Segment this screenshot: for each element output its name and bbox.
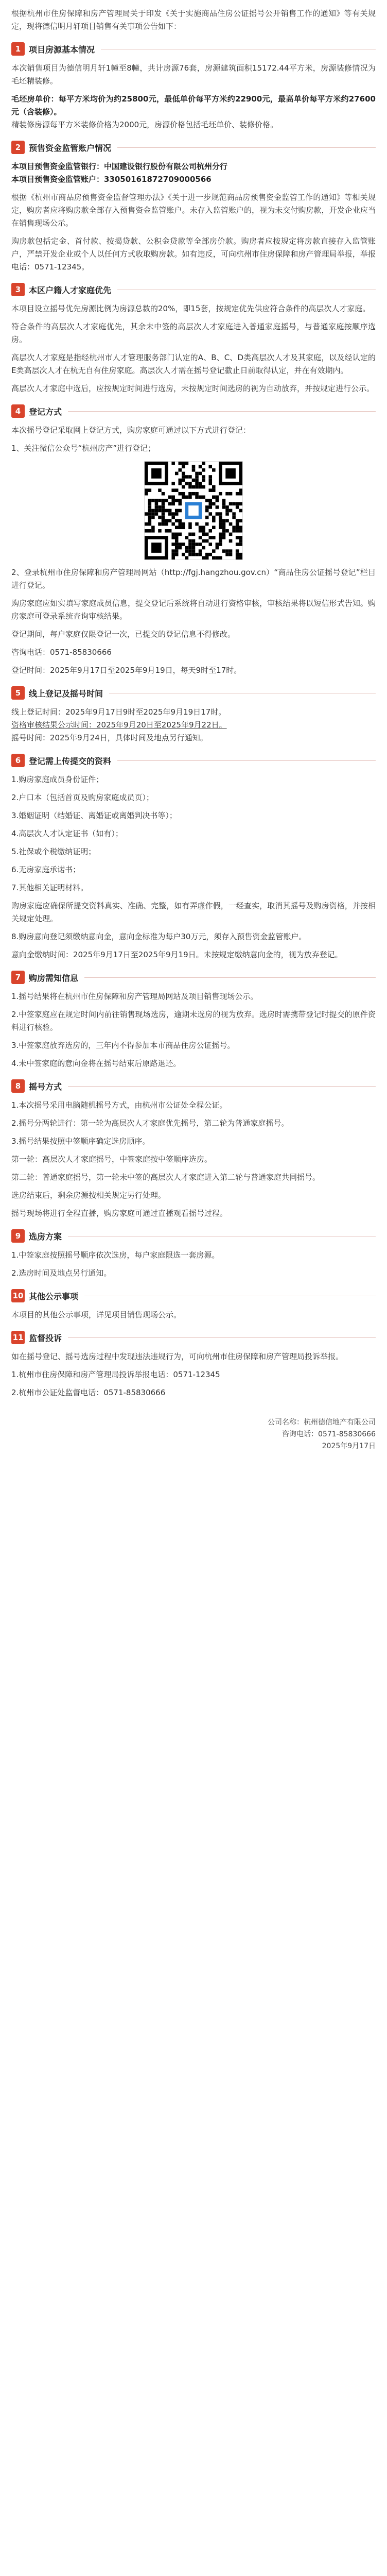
paragraph: 第一轮：高层次人才家庭摇号，中签家庭按中签顺序选房。 — [11, 1155, 213, 1164]
section-title: 监督投诉 — [29, 1333, 62, 1343]
divider — [68, 1086, 376, 1087]
section-2-header — [11, 141, 376, 154]
paragraph: 登记期间，每户家庭仅限登记一次，已提交的登记信息不得修改。 — [11, 630, 236, 639]
paragraph: 如在摇号登记、摇号选房过程中发现违法违规行为，可向杭州市住房保障和房产管理局投诉举报。 — [11, 1352, 344, 1361]
section-title: 购房需知信息 — [29, 973, 79, 983]
paragraph: 1.杭州市住房保障和房产管理局投诉举报电话：0571-12345 — [11, 1370, 220, 1379]
paragraph: 登记时间：2025年9月17日至2025年9月19日，每天9时至17时。 — [11, 666, 242, 675]
section-4-header — [11, 404, 376, 418]
section-title: 本区户籍人才家庭优先 — [29, 285, 112, 295]
paragraph: 购房家庭应如实填写家庭成员信息，提交登记后系统将自动进行资格审核，审核结果将以短信形式告知。购房家庭可登录系统查询审核结果。 — [11, 599, 376, 621]
section-number: 3 — [11, 283, 25, 296]
paragraph: 5.社保或个税缴纳证明； — [11, 847, 96, 856]
paragraph: 3.摇号结果按照中签顺序确定选房顺序。 — [11, 1137, 150, 1146]
section-3-header — [11, 283, 376, 296]
bank-account: 本项目预售资金监管账户：33050161872709000566 — [11, 175, 212, 184]
section-1-header — [11, 42, 376, 56]
bank-name: 本项目预售资金监管银行：中国建设银行股份有限公司杭州分行 — [11, 162, 228, 171]
section-number: 11 — [11, 1331, 25, 1344]
paragraph: 精装修房源每平方米装修价格为2000元，房源价格包括毛坯单价、装修价格。 — [11, 120, 278, 129]
paragraph: 1.本次摇号采用电脑随机摇号方式，由杭州市公证处全程公证。 — [11, 1100, 227, 1110]
section-title: 其他公示事项 — [29, 1291, 79, 1301]
section-title: 摇号方式 — [29, 1081, 62, 1092]
paragraph: 根据《杭州市商品房预售资金监督管理办法》《关于进一步规范商品房预售资金监管工作的通知》等相关规定，购房者应将购房款全部存入预售资金监管账户。未存入监管账户的，视为未交付购房款，开发企业应当在销售现场公示。 — [11, 193, 376, 228]
paragraph: 2.户口本（包括首页及购房家庭成员页）； — [11, 793, 154, 802]
section-number: 6 — [11, 754, 25, 767]
footer — [11, 1417, 376, 1452]
paragraph: 本项目的其他公示事项，详见项目销售现场公示。 — [11, 1310, 182, 1319]
paragraph: 线上登记时间：2025年9月17日9时至2025年9月19日17时。 — [11, 707, 226, 717]
qr-code-container — [11, 461, 376, 560]
paragraph: 本项目设立摇号优先房源比例为房源总数的20%，即15套，按规定优先供应符合条件的高层次人才家庭。 — [11, 304, 371, 313]
paragraph: 购房款包括定金、首付款、按揭贷款、公积金贷款等全部房价款。购房者应按规定将房款直接存入监管账户，严禁开发企业或个人以任何方式收取购房款。如有违反，可向杭州市住房保障和房产管理局举报，举报电话：0571-12345。 — [11, 236, 376, 272]
intro-paragraph: 根据杭州市住房保障和房产管理局关于印发《关于实施商品住房公证摇号公开销售工作的通知》等有关规定，现将德信明月轩项目销售有关事项公告如下： — [11, 9, 376, 31]
section-title: 线上登记及摇号时间 — [29, 688, 103, 699]
paragraph: 1.中签家庭按照摇号顺序依次选房，每户家庭限选一套房源。 — [11, 1250, 220, 1260]
paragraph: 4.高层次人才认定证书（如有）； — [11, 829, 123, 838]
paragraph: 2、登录杭州市住房保障和房产管理局网站（http://fgj.hangzhou.gov.cn）“商品住房公证摇号登记”栏目进行登记。 — [11, 568, 376, 590]
paragraph: 高层次人才家庭中选后，应按规定时间进行选房，未按规定时间选房的视为自动放弃，并按规定进行公示。 — [11, 384, 375, 393]
paragraph: 1、关注微信公众号“杭州房产”进行登记； — [11, 444, 156, 453]
paragraph: 符合条件的高层次人才家庭优先，其余未中签的高层次人才家庭进入普通家庭摇号，与普通家庭按顺序选房。 — [11, 322, 376, 344]
footer-phone: 咨询电话：0571-85830666 — [282, 1430, 376, 1438]
paragraph: 2.中签家庭应在规定时间内前往销售现场选房，逾期未选房的视为放弃。选房时需携带登记时提交的原件资料进行核验。 — [11, 1010, 376, 1032]
paragraph: 摇号现场将进行全程直播，购房家庭可通过直播观看摇号过程。 — [11, 1209, 228, 1218]
paragraph: 3.中签家庭放弃选房的，三年内不得参加本市商品住房公证摇号。 — [11, 1041, 235, 1050]
section-8-header — [11, 1079, 376, 1093]
section-title: 登记需上传提交的资料 — [29, 756, 112, 766]
section-title: 登记方式 — [29, 406, 62, 417]
paragraph: 购房家庭应确保所提交资料真实、准确、完整，如有弄虚作假，一经查实，取消其摇号及购房资格，并按相关规定处理。 — [11, 901, 376, 923]
paragraph: 资格审核结果公示时间：2025年9月20日至2025年9月22日。 — [11, 720, 227, 730]
divider — [68, 1337, 376, 1338]
footer-date: 2025年9月17日 — [322, 1442, 376, 1450]
paragraph: 本次摇号登记采取网上登记方式，购房家庭可通过以下方式进行登记： — [11, 426, 251, 435]
paragraph: 2.摇号分两轮进行：第一轮为高层次人才家庭优先摇号，第二轮为普通家庭摇号。 — [11, 1118, 289, 1128]
paragraph: 8.购房意向登记须缴纳意向金，意向金标准为每户30万元，须存入预售资金监管账户。 — [11, 932, 307, 941]
paragraph: 高层次人才家庭是指经杭州市人才管理服务部门认定的A、B、C、D类高层次人才及其家庭，以及经认定的E类高层次人才在杭无自有住房家庭。高层次人才需在摇号登记截止日前取得认定，并在有效期内。 — [11, 353, 376, 375]
section-number: 8 — [11, 1079, 25, 1093]
paragraph: 毛坯房单价：每平方米均价为约25800元，最低单价每平方米约22900元，最高单价每平方米约27600元（含装修）。 — [11, 94, 376, 116]
paragraph: 1.摇号结果将在杭州市住房保障和房产管理局网站及项目销售现场公示。 — [11, 992, 258, 1001]
section-5-header — [11, 686, 376, 700]
footer-company: 公司名称：杭州德信地产有限公司 — [268, 1418, 376, 1427]
paragraph: 选房结束后，剩余房源按相关规定另行处理。 — [11, 1191, 166, 1200]
divider — [117, 147, 376, 148]
section-number: 9 — [11, 1229, 25, 1243]
paragraph: 摇号时间：2025年9月24日，具体时间及地点另行通知。 — [11, 733, 208, 742]
section-11-header — [11, 1331, 376, 1344]
section-title: 预售资金监管账户情况 — [29, 143, 112, 153]
section-number: 1 — [11, 42, 25, 56]
section-number: 5 — [11, 686, 25, 700]
paragraph: 2.选房时间及地点另行通知。 — [11, 1268, 112, 1278]
paragraph: 第二轮：普通家庭摇号，第一轮未中签的高层次人才家庭进入第二轮与普通家庭共同摇号。 — [11, 1173, 321, 1182]
section-number: 7 — [11, 971, 25, 984]
paragraph: 咨询电话：0571-85830666 — [11, 648, 112, 657]
section-9-header — [11, 1229, 376, 1243]
divider — [84, 977, 376, 978]
paragraph: 6.无房家庭承诺书； — [11, 865, 81, 874]
qr-code-icon[interactable] — [144, 461, 243, 560]
section-6-header — [11, 754, 376, 767]
divider — [117, 760, 376, 761]
section-number: 4 — [11, 404, 25, 418]
paragraph: 2.杭州市公证处监督电话：0571-85830666 — [11, 1388, 166, 1397]
section-title: 项目房源基本情况 — [29, 44, 95, 55]
paragraph: 意向金缴纳时间：2025年9月17日至2025年9月19日。未按规定缴纳意向金的，视为放弃登记。 — [11, 950, 343, 959]
section-title: 选房方案 — [29, 1231, 62, 1242]
paragraph: 4.未中签家庭的意向金将在摇号结束后原路退还。 — [11, 1059, 181, 1068]
section-number: 2 — [11, 141, 25, 154]
divider — [68, 411, 376, 412]
paragraph: 3.婚姻证明（结婚证、离婚证或离婚判决书等）； — [11, 811, 177, 820]
paragraph: 7.其他相关证明材料。 — [11, 883, 89, 892]
section-7-header — [11, 971, 376, 984]
section-number: 10 — [11, 1289, 25, 1302]
paragraph: 1.购房家庭成员身份证件； — [11, 775, 104, 784]
paragraph: 本次销售项目为德信明月轩1幢至8幢，共计房源76套，房源建筑面积15172.44平方米，房源装修情况为毛坯精装修。 — [11, 63, 376, 86]
section-10-header — [11, 1289, 376, 1302]
